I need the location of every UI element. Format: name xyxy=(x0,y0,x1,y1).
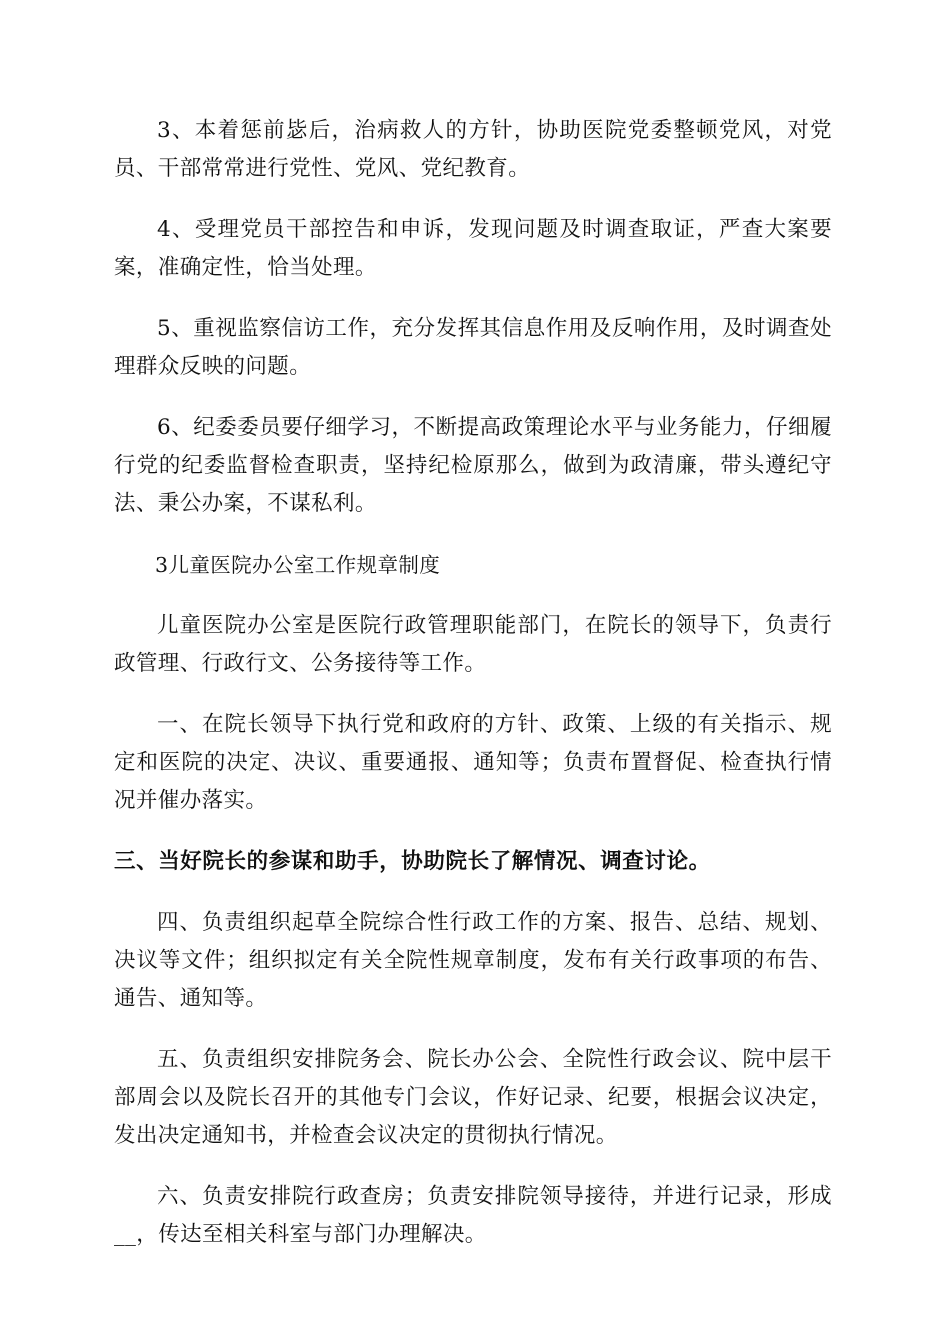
paragraph-item-3: 3、本着惩前毖后，治病救人的方针，协助医院党委整顿党风，对党员、干部常常进行党性、党风、党纪教育。 xyxy=(114,118,832,181)
document-page xyxy=(114,112,832,1277)
paragraph-item-three-bold: 三、当好院长的参谋和助手，协助院长了解情况、调查讨论。 xyxy=(114,849,711,874)
section-heading: 3儿童医院办公室工作规章制度 xyxy=(155,553,441,577)
paragraph-item-six: 六、负责安排院行政查房；负责安排院领导接待，并进行记录，形成__，传达至相关科室与部门办理解决。 xyxy=(114,1184,832,1247)
paragraph-item-one: 一、在院长领导下执行党和政府的方针、政策、上级的有关指示、规定和医院的决定、决议、重要通报、通知等；负责布置督促、检查执行情况并催办落实。 xyxy=(114,712,832,813)
paragraph-item-five: 五、负责组织安排院务会、院长办公会、全院性行政会议、院中层干部周会以及院长召开的其他专门会议，作好记录、纪要，根据会议决定，发出决定通知书，并检查会议决定的贯彻执行情况。 xyxy=(114,1047,832,1148)
paragraph-item-6: 6、纪委委员要仔细学习，不断提高政策理论水平与业务能力，仔细履行党的纪委监督检查职责，坚持纪检原那么，做到为政清廉，带头遵纪守法、秉公办案，不谋私利。 xyxy=(114,415,832,516)
paragraph-item-4: 4、受理党员干部控告和申诉，发现问题及时调查取证，严查大案要案，准确定性，恰当处理。 xyxy=(114,217,832,280)
paragraph-intro: 儿童医院办公室是医院行政管理职能部门，在院长的领导下，负责行政管理、行政行文、公务接待等工作。 xyxy=(114,613,832,676)
paragraph-item-5: 5、重视监察信访工作，充分发挥其信息作用及反响作用，及时调查处理群众反映的问题。 xyxy=(114,316,832,379)
paragraph-item-four: 四、负责组织起草全院综合性行政工作的方案、报告、总结、规划、决议等文件；组织拟定有关全院性规章制度，发布有关行政事项的布告、通告、通知等。 xyxy=(114,910,832,1011)
